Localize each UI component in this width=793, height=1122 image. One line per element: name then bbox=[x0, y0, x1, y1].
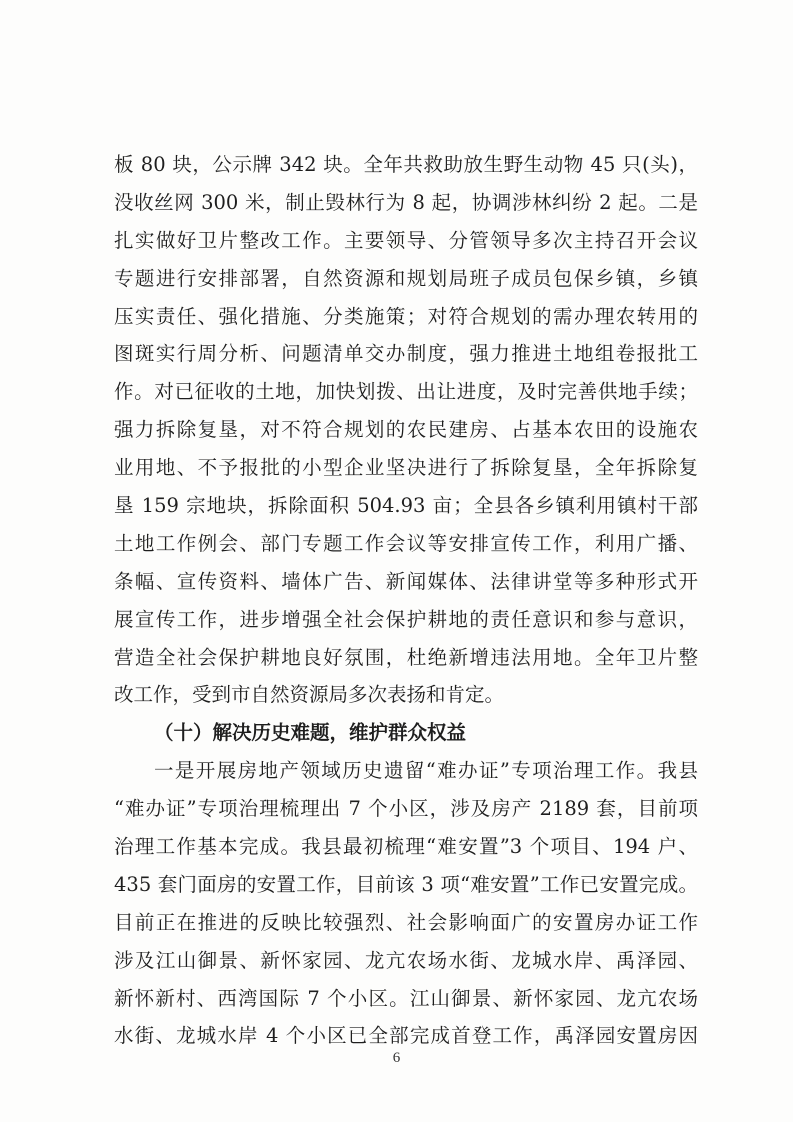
text-line-9: 业用地、不予报批的小型企业坚决进行了拆除复垦，全年拆除复 bbox=[114, 456, 698, 480]
text-line-8: 强力拆除复垦，对不符合规划的农民建房、占基本农田的设施农 bbox=[114, 418, 698, 442]
text-line-6: 图斑实行周分析、问题清单交办制度，强力推进土地组卷报批工 bbox=[114, 342, 698, 366]
text-line-10: 垦 159 宗地块，拆除面积 504.93 亩；全县各乡镇利用镇村干部 bbox=[114, 494, 698, 518]
text-line-7: 作。对已征收的土地，加快划拨、出让进度，及时完善供地手续； bbox=[114, 380, 698, 404]
text-line-19: 治理工作基本完成。我县最初梳理“难安置”3 个项目、194 户、 bbox=[114, 835, 698, 859]
text-line-21: 目前正在推进的反映比较强烈、社会影响面广的安置房办证工作 bbox=[114, 910, 698, 934]
text-line-12: 条幅、宣传资料、墙体广告、新闻媒体、法律讲堂等多种形式开 bbox=[114, 569, 698, 593]
text-line-13: 展宣传工作，进步增强全社会保护耕地的责任意识和参与意识， bbox=[114, 607, 698, 631]
text-line-18: “难办证”专项治理梳理出 7 个小区，涉及房产 2189 套，目前项 bbox=[114, 797, 698, 821]
section-heading: （十）解决历史难题，维护群众权益 bbox=[154, 721, 467, 745]
text-line-14: 营造全社会保护耕地良好氛围，杜绝新增违法用地。全年卫片整 bbox=[114, 645, 698, 669]
text-line-11: 土地工作例会、部门专题工作会议等安排宣传工作，利用广播、 bbox=[114, 531, 698, 555]
text-line-4: 专题进行安排部署，自然资源和规划局班子成员包保乡镇，乡镇 bbox=[114, 266, 698, 290]
body-text bbox=[114, 146, 698, 1055]
text-line-3: 扎实做好卫片整改工作。主要领导、分管领导多次主持召开会议 bbox=[114, 228, 698, 252]
text-line-20: 435 套门面房的安置工作，目前该 3 项“难安置”工作已安置完成。 bbox=[114, 872, 698, 896]
text-line-23: 新怀新村、西湾国际 7 个小区。江山御景、新怀家园、龙亢农场 bbox=[114, 986, 698, 1010]
text-line-22: 涉及江山御景、新怀家园、龙亢农场水街、龙城水岸、禹泽园、 bbox=[114, 948, 698, 972]
text-line-5: 压实责任、强化措施、分类施策；对符合规划的需办理农转用的 bbox=[114, 304, 698, 328]
text-line-15: 改工作，受到市自然资源局多次表扬和肯定。 bbox=[114, 683, 505, 707]
text-line-24: 水街、龙城水岸 4 个小区已全部完成首登工作，禹泽园安置房因 bbox=[114, 1024, 698, 1048]
page-number: 6 bbox=[392, 1050, 401, 1066]
text-line-2: 没收丝网 300 米，制止毁林行为 8 起，协调涉林纠纷 2 起。二是 bbox=[114, 190, 698, 214]
text-line-17: 一是开展房地产领域历史遗留“难办证”专项治理工作。我县 bbox=[154, 759, 698, 783]
text-line-1: 板 80 块，公示牌 342 块。全年共救助放生野生动物 45 只(头)， bbox=[114, 153, 698, 176]
